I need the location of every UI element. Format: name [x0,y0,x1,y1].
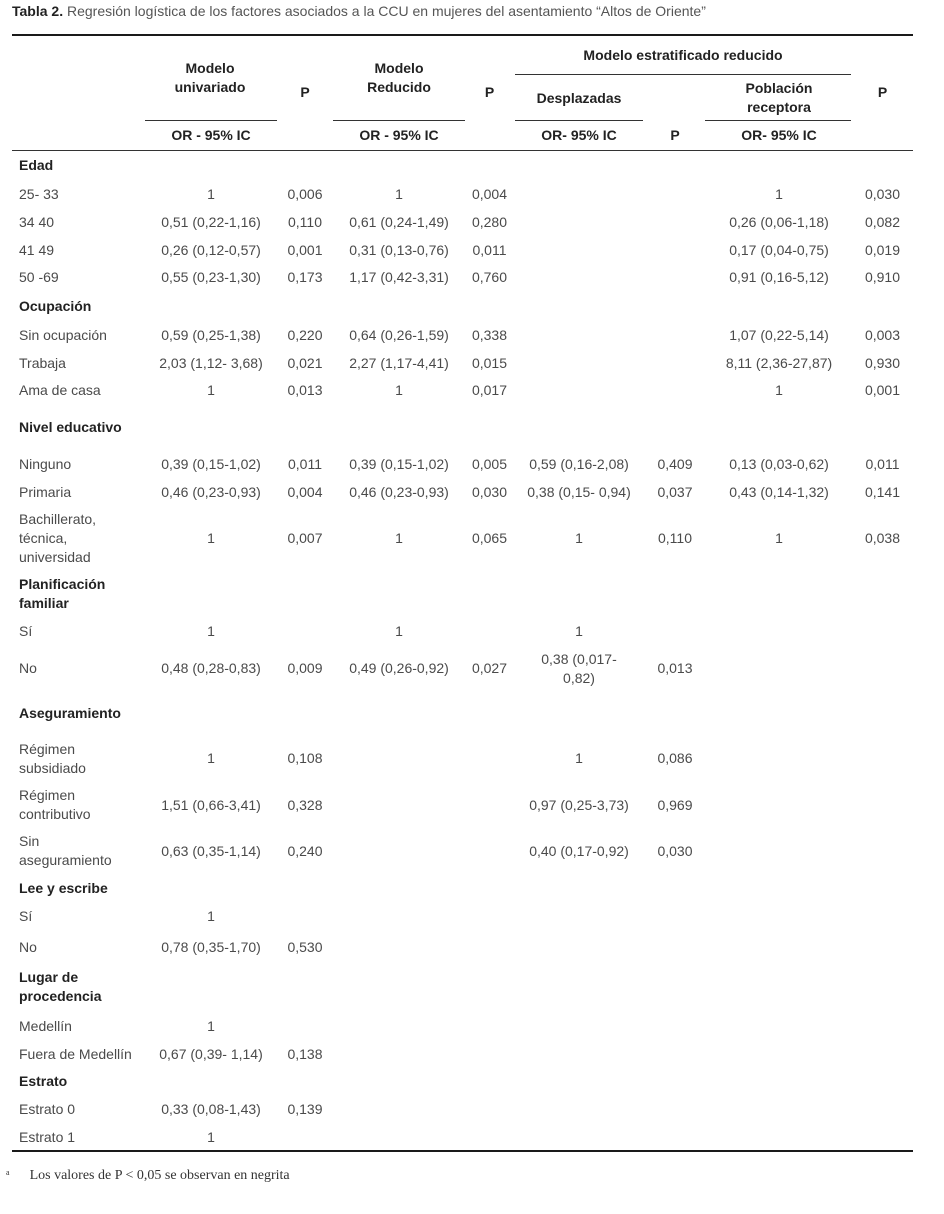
univariado-p: 0,240 [287,843,323,859]
desplazadas-or: 1 [575,530,583,546]
row-label: Ninguno [19,456,72,472]
receptora-p: 0,038 [864,530,901,546]
reducido-or: 0,64 (0,26-1,59) [349,327,449,343]
section-estrato: Estrato [19,1073,68,1089]
univariado-p: 0,011 [288,456,322,472]
univariado-p: 0,009 [287,660,323,676]
row-label: 25- 33 [19,186,59,202]
univariado-p: 0,110 [288,214,322,230]
univariado-or: 0,63 (0,35-1,14) [161,843,261,859]
header-p2: P [484,84,495,100]
receptora-p: 0,930 [864,355,901,371]
row-label: Fuera de Medellín [19,1046,132,1062]
header-or-ic-2: OR - 95% IC [359,127,439,143]
row-label: 50 -69 [19,269,59,285]
univariado-or: 1 [207,186,215,202]
estratificado-rule [515,74,851,75]
desplazadas-p: 0,030 [657,843,693,859]
header-p3: P [670,127,680,143]
univariado-or: 1 [207,1018,215,1034]
univariado-or: 0,78 (0,35-1,70) [161,939,261,955]
header-or-ic-4: OR- 95% IC [741,127,817,143]
univariado-or: 0,59 (0,25-1,38) [161,327,261,343]
reducido-p: 0,280 [471,214,508,230]
univariado-p: 0,021 [287,355,323,371]
univariado-p: 0,001 [287,242,323,258]
header-or-ic-3: OR- 95% IC [541,127,617,143]
header-receptora: Población receptora [745,80,813,115]
univariado-or: 1 [207,1129,215,1145]
desplazadas-p: 0,969 [657,797,693,813]
reducido-p: 0,017 [471,382,508,398]
row-label: Medellín [19,1018,72,1034]
reducido-p: 0,065 [471,530,508,546]
reducido-p: 0,004 [471,186,508,202]
desplazadas-rule [515,120,643,121]
receptora-p: 0,082 [864,214,901,230]
receptora-p: 0,030 [864,186,901,202]
section-lee-escribe: Lee y escribe [19,880,108,896]
univariado-or: 0,46 (0,23-0,93) [161,484,261,500]
reducido-or: 1 [395,623,403,639]
univariado-p: 0,138 [287,1046,323,1062]
univariado-p: 0,108 [287,750,323,766]
univariado-or: 1 [207,908,215,924]
table-top-rule [12,34,913,36]
receptora-or: 0,26 (0,06-1,18) [729,214,829,230]
desplazadas-p: 0,086 [657,750,693,766]
reducido-p: 0,338 [471,327,508,343]
section-lugar: Lugar de procedencia [19,969,102,1004]
receptora-p: 0,011 [865,456,900,472]
univariado-or: 1 [207,623,215,639]
row-label: Régimen subsidiado [19,741,86,776]
desplazadas-or: 0,40 (0,17-0,92) [529,843,629,859]
univariado-p: 0,006 [287,186,323,202]
section-ocupacion: Ocupación [19,298,92,314]
footnote-text: Los valores de P < 0,05 se observan en negrita [29,1168,290,1183]
row-label: Sin ocupación [19,327,107,343]
receptora-p: 0,910 [864,269,901,285]
reducido-p: 0,027 [471,660,508,676]
reducido-p: 0,015 [471,355,508,371]
header-bottom-rule [12,150,913,151]
row-label: No [19,939,37,955]
receptora-rule [705,120,851,121]
caption-text: Regresión logística de los factores asociados a la CCU en mujeres del asentamiento “Altos de Oriente” [63,3,706,19]
univariado-p: 0,007 [287,530,323,546]
row-label: Sin aseguramiento [19,833,112,868]
univariado-or: 0,48 (0,28-0,83) [161,660,261,676]
univariado-or: 1 [207,530,215,546]
header-estratificado: Modelo estratificado reducido [583,47,783,63]
univariado-p: 0,013 [287,382,323,398]
reducido-or: 2,27 (1,17-4,41) [349,355,449,371]
header-desplazadas: Desplazadas [536,90,622,106]
univariado-or: 0,51 (0,22-1,16) [161,214,261,230]
caption-label: Tabla 2. [12,3,64,19]
desplazadas-or: 0,59 (0,16-2,08) [529,456,629,472]
section-aseguramiento: Aseguramiento [19,705,121,721]
row-label: Trabaja [19,355,66,371]
univariado-or: 1,51 (0,66-3,41) [161,797,261,813]
desplazadas-p: 0,409 [657,456,693,472]
row-label: 41 49 [19,242,55,258]
univariado-p: 0,220 [287,327,323,343]
reducido-rule [333,120,465,121]
row-label: Sí [19,623,33,639]
row-label: Ama de casa [19,382,101,398]
receptora-or: 0,91 (0,16-5,12) [729,269,829,285]
table-bottom-rule [12,1150,913,1152]
desplazadas-p: 0,013 [657,660,693,676]
univariado-p: 0,328 [287,797,323,813]
row-label: Sí [19,908,33,924]
receptora-or: 0,13 (0,03-0,62) [729,456,829,472]
receptora-or: 1 [775,186,783,202]
header-reducido: Modelo Reducido [367,60,431,95]
table-caption [12,3,706,19]
row-label: Régimen contributivo [19,787,91,822]
header-or-ic-1: OR - 95% IC [171,127,251,143]
univariado-rule [145,120,277,121]
univariado-or: 0,26 (0,12-0,57) [161,242,261,258]
reducido-p: 0,011 [472,242,507,258]
reducido-or: 0,49 (0,26-0,92) [349,660,449,676]
univariado-or: 1 [207,382,215,398]
univariado-or: 0,33 (0,08-1,43) [161,1101,261,1117]
reducido-p: 0,760 [471,269,508,285]
footnote [6,1168,290,1184]
desplazadas-or: 0,97 (0,25-3,73) [529,797,629,813]
univariado-or: 0,39 (0,15-1,02) [161,456,261,472]
univariado-p: 0,173 [287,269,323,285]
reducido-or: 1 [395,186,403,202]
header-p1: P [300,84,310,100]
reducido-or: 1 [395,530,403,546]
receptora-or: 0,17 (0,04-0,75) [729,242,829,258]
reducido-p: 0,005 [471,456,508,472]
row-label: Primaria [19,484,72,500]
univariado-or: 0,55 (0,23-1,30) [161,269,261,285]
receptora-or: 1 [775,382,783,398]
section-nivel-educativo: Nivel educativo [19,419,122,435]
univariado-or: 1 [207,750,215,766]
header-univariado: Modelo univariado [174,60,246,95]
section-planificacion: Planificación familiar [19,576,106,611]
desplazadas-or: 1 [575,750,583,766]
receptora-p: 0,019 [864,242,901,258]
section-edad: Edad [19,157,54,173]
desplazadas-or: 1 [575,623,583,639]
footnote-mark: a [6,1168,10,1177]
receptora-p: 0,141 [864,484,901,500]
desplazadas-or: 0,38 (0,017-0,82) [541,651,617,686]
univariado-or: 0,67 (0,39- 1,14) [159,1046,263,1062]
univariado-p: 0,004 [287,484,323,500]
receptora-or: 0,43 (0,14-1,32) [729,484,829,500]
header-p4: P [877,84,888,100]
row-label: 34 40 [19,214,55,230]
univariado-p: 0,139 [287,1101,323,1117]
reducido-or: 0,39 (0,15-1,02) [349,456,449,472]
row-label: Bachillerato, técnica, universidad [19,511,97,565]
reducido-p: 0,030 [471,484,508,500]
reducido-or: 1 [395,382,403,398]
univariado-p: 0,530 [287,939,323,955]
row-label: Estrato 1 [19,1129,76,1145]
receptora-p: 0,001 [864,382,901,398]
reducido-or: 0,61 (0,24-1,49) [349,214,449,230]
receptora-or: 1 [775,530,783,546]
receptora-or: 8,11 (2,36-27,87) [725,355,833,371]
desplazadas-p: 0,110 [658,530,692,546]
univariado-or: 2,03 (1,12- 3,68) [159,355,263,371]
row-label: Estrato 0 [19,1101,76,1117]
reducido-or: 0,46 (0,23-0,93) [349,484,449,500]
desplazadas-p: 0,037 [657,484,693,500]
reducido-or: 1,17 (0,42-3,31) [349,269,449,285]
row-label: No [19,660,37,676]
receptora-or: 1,07 (0,22-5,14) [729,327,829,343]
desplazadas-or: 0,38 (0,15- 0,94) [527,484,631,500]
receptora-p: 0,003 [864,327,901,343]
reducido-or: 0,31 (0,13-0,76) [349,242,449,258]
